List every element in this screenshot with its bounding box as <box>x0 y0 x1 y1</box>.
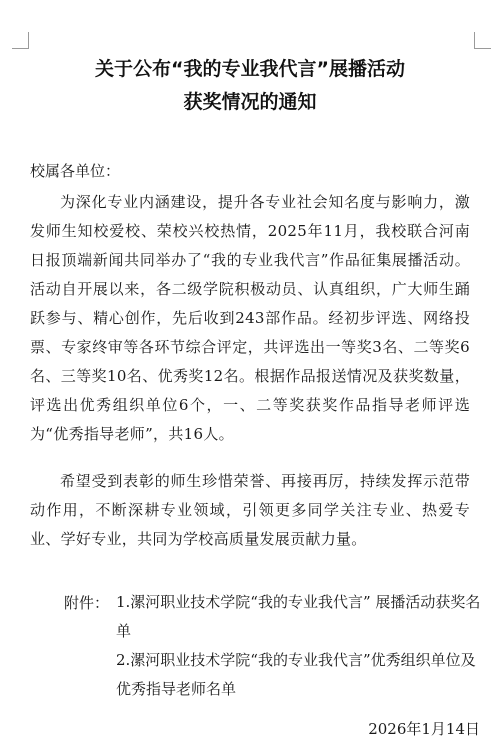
issue-date: 2026年1月14日 <box>368 720 480 738</box>
document-title-line-2: 获奖情况的通知 <box>183 91 317 113</box>
attachment-item-2: 2.漯河职业技术学院“我的专业我代言”优秀组织单位及优秀指导老师名单 <box>116 651 476 698</box>
body-paragraph-1: 为深化专业内涵建设，提升各专业社会知名度与影响力，激发师生知校爱校、荣校兴校热情，2025年11月，我校联合河南日报顶端新闻共同举办了“我的专业我代言”作品征集展播活动。活动自开展以来，各二级学院积极动员、认真组织，广大师生踊跃参与、精心创作，先后收到243部作品。经初步评选、网络投票、专家终审等各环节综合评定，共评选出一等奖3名、二等奖6名、三等奖10名、优秀奖12名。根据作品报送情况及获奖数量，评选出优秀组织单位6个，一、二等奖获奖作品指导老师评选为“优秀指导老师”，共16人。 <box>30 193 470 443</box>
crop-mark-top-left <box>12 32 29 49</box>
salutation: 校属各单位： <box>30 162 121 180</box>
crop-mark-top-right <box>474 32 491 49</box>
document-title-line-1: 关于公布“我的专业我代言”展播活动 <box>95 58 405 80</box>
attachments-label: 附件： <box>64 594 110 612</box>
body-paragraph-2: 希望受到表彰的师生珍惜荣誉、再接再厉，持续发挥示范带动作用，不断深耕专业领域，引领更多同学关注专业、热爱专业、学好专业，共同为学校高质量发展贡献力量。 <box>30 472 470 548</box>
attachment-item-1: 1.漯河职业技术学院“我的专业我代言” 展播活动获奖名单 <box>116 593 481 640</box>
